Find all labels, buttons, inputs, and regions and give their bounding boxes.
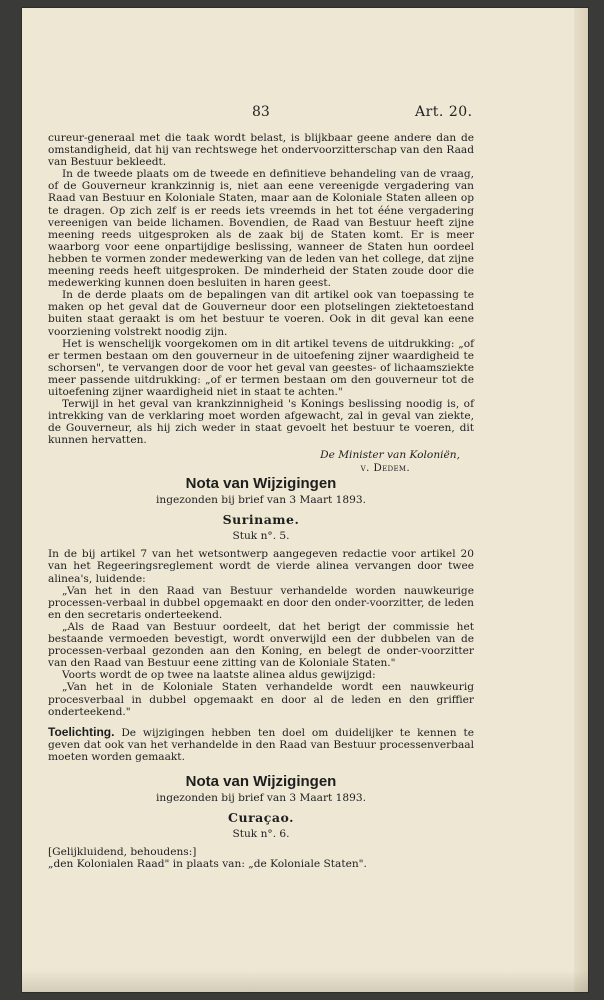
article-label: Art. 20.: [415, 104, 473, 120]
explanation-block: [48, 132, 474, 474]
page-header: [22, 104, 588, 124]
toelichting-label: Toelichting.: [48, 724, 115, 739]
document-page: [22, 8, 588, 992]
paragraph: Voorts wordt de op twee na laatste alinea aldus gewijzigd:: [62, 669, 376, 682]
page-number: 83: [252, 104, 270, 120]
section-curacao: [48, 773, 474, 871]
signature-name: v. Dedem.: [360, 461, 410, 474]
section-title: Nota van Wijzigingen: [185, 475, 337, 492]
colony-heading: Suriname.: [222, 512, 300, 528]
section-subtitle: ingezonden bij brief van 3 Maart 1893.: [156, 792, 366, 805]
paragraph: „Van het in de Koloniale Staten verhandelde wordt een nauwkeurig procesverbaal in dubbel opgemaakt en door al de leden en den griffier onderteekend.": [48, 681, 474, 718]
page-shadow: [22, 970, 588, 992]
stuk-label: Stuk n°. 6.: [232, 828, 290, 841]
paragraph: In de bij artikel 7 van het wetsontwerp aangegeven redactie voor artikel 20 van het Regeeringsreglement wordt de vierde alinea vervangen door twee alinea's, luidende:: [48, 548, 474, 585]
paragraph: In de tweede plaats om de tweede en definitieve behandeling van de vraag, of de Gouverneur krankzinnig is, niet aan eene vereenigde vergadering van Raad van Bestuur en Koloniale Staten, maar aan de Koloniale Staten alleen op te dragen. Op zich zelf is er reeds iets vreemds in het tot ééne vergadering vereenigen van beide lichamen. Bovendien, de Raad van Bestuur heeft zijne meening reeds uitgesproken als de zaak bij de Staten komt. Er is meer waarborg voor eene onpartijdige beslissing, wanneer de Staten hun oordeel hebben te vormen zonder medewerking van de leden van het college, dat zijne meening reeds heeft uitgesproken. De minderheid der Staten zoude door die medewerking kunnen doen besluiten in haren geest.: [48, 168, 474, 290]
paragraph: „den Kolonialen Raad" in plaats van: „de Koloniale Staten".: [48, 858, 367, 871]
section-subtitle: ingezonden bij brief van 3 Maart 1893.: [156, 494, 366, 507]
signature-title: De Minister van Koloniën,: [320, 449, 460, 462]
paragraph: „Als de Raad van Bestuur oordeelt, dat het berigt der commissie het bestaande vermoeden bevestigt, wordt onverwijld een der dubbelen van de processen-verbaal gezonden aan den Koning, en belegt de onder-voorzitter van den Raad van Bestuur eene zitting van de Koloniale Staten.": [48, 620, 474, 670]
paragraph: cureur-generaal met die taak wordt belast, is blijkbaar geene andere dan de omstandigheid, dat hij van rechtswege het ondervoorzitterschap van den Raad van Bestuur bekleedt.: [48, 132, 474, 169]
paragraph: Het is wenschelijk voorgekomen om in dit artikel tevens de uitdrukking: „of er termen bestaan om den gouverneur in de uitoefening zijner waardigheid te schorsen", te vervangen door de voor het geval van geestes- of lichaamsziekte meer passende uitdrukking: „of er termen bestaan om den gouverneur tot de uitoefening zijner waardigheid niet in staat te achten.": [48, 337, 474, 398]
page-spine: [574, 8, 588, 992]
paragraph: In de derde plaats om de bepalingen van dit artikel ook van toepassing te maken op het geval dat de Gouverneur door een plotselingen ziektetoestand buiten staat geraakt is om het bestuur te voeren. Ook in dit geval kan eene voorziening volstrekt noodig zijn.: [48, 289, 474, 338]
paragraph: [Gelijkluidend, behoudens:]: [48, 846, 197, 859]
section-suriname: [48, 475, 474, 763]
toelichting-paragraph: [48, 726, 474, 763]
paragraph: Terwijl in het geval van krankzinnigheid 's Konings beslissing noodig is, of intrekking van de verklaring moet worden afgewacht, zal in geval van ziekte, de Gouverneur, als hij zich weder in staat gevoelt het bestuur te voeren, dit kunnen hervatten.: [48, 398, 474, 447]
toelichting-text: De wijzigingen hebben ten doel om duidelijker te kennen te geven dat ook van het verhandelde in den Raad van Bestuur processenverbaal moeten worden gemaakt.: [48, 726, 474, 763]
paragraph: „Van het in den Raad van Bestuur verhandelde worden nauwkeurige processen-verbaal in dubbel opgemaakt en door den onder-voorzitter, de leden en den secretaris onderteekend.: [48, 584, 474, 621]
stuk-label: Stuk n°. 5.: [232, 530, 290, 543]
colony-heading: Curaçao.: [228, 810, 294, 826]
section-title: Nota van Wijzigingen: [185, 773, 337, 790]
